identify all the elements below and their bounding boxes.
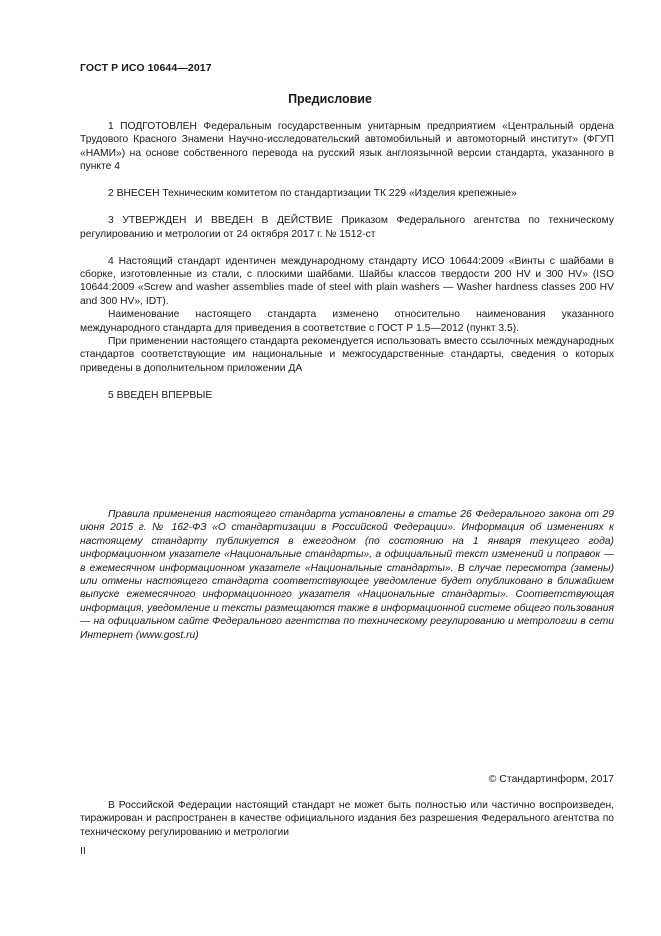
preface-item-5: 5 ВВЕДЕН ВПЕРВЫЕ [108, 389, 213, 401]
reproduction-notice: В Российской Федерации настоящий стандарт не может быть полностью или частично воспроизведен, тиражирован и распространен в качестве официального издания без разрешения Федерального агентства по техническому регулированию и метрологии [80, 800, 614, 838]
page-number: II [80, 845, 86, 857]
document-header-id: ГОСТ Р ИСО 10644—2017 [80, 62, 212, 74]
preface-item-4: 4 Настоящий стандарт идентичен международному стандарту ИСО 10644:2009 «Винты с шайбами в сборке, изготовленные из стали, с плоскими шайбами. Шайбы классов твердости 200 HV и 300 HV» (ISO 10644:2009 «Screw and washer assemblies made of steel with plain washers — Washer hardness classes 200 HV and 300 HV», IDT). [80, 255, 614, 307]
preface-item-2: 2 ВНЕСЕН Техническим комитетом по стандартизации ТК 229 «Изделия крепежные» [108, 188, 517, 200]
copyright-notice: © Стандартинформ, 2017 [488, 773, 614, 785]
preface-item-1: 1 ПОДГОТОВЛЕН Федеральным государственным унитарным предприятием «Центральный ордена Трудового Красного Знамени Научно-исследовательский автомобильный и автомоторный институт» (ФГУП «НАМИ») на основе собственного перевода на русский язык англоязычной версии стандарта, указанного в пункте 4 [80, 121, 614, 173]
preface-title: Предисловие [288, 92, 372, 106]
preface-body [80, 120, 614, 402]
preface-item-4-paragraph-2: Наименование настоящего стандарта изменено относительно наименования указанного международного стандарта для приведения в соответствие с ГОСТ Р 1.5—2012 (пункт 3.5). [80, 309, 614, 334]
preface-item-4-paragraph-3: При применении настоящего стандарта рекомендуется использовать вместо ссылочных международных стандартов соответствующие им национальные и межгосударственные стандарты, сведения о которых приведены в дополнительном приложении ДА [80, 336, 614, 374]
preface-item-3: 3 УТВЕРЖДЕН И ВВЕДЕН В ДЕЙСТВИЕ Приказом Федерального агентства по техническому регулированию и метрологии от 24 октября 2017 г. № 1512-ст [80, 215, 614, 240]
standard-usage-note: Правила применения настоящего стандарта установлены в статье 26 Федерального закона от 29 июня 2015 г. № 162-ФЗ «О стандартизации в Российской Федерации». Информация об изменениях к настоящему стандарту публикуется в ежегодном (по состоянию на 1 января текущего года) информационном указателе «Национальные стандарты», а официальный текст изменений и поправок — в ежемесячном информационном указателе «Национальные стандарты». В случае пересмотра (замены) или отмены настоящего стандарта соответствующее уведомление будет опубликовано в ближайшем выпуске ежемесячного информационного указателя «Национальные стандарты». Соответствующая информация, уведомление и тексты размещаются также в информационной системе общего пользования — на официальном сайте Федерального агентства по техническому регулированию и метрологии в сети Интернет (www.gost.ru) [80, 509, 614, 641]
